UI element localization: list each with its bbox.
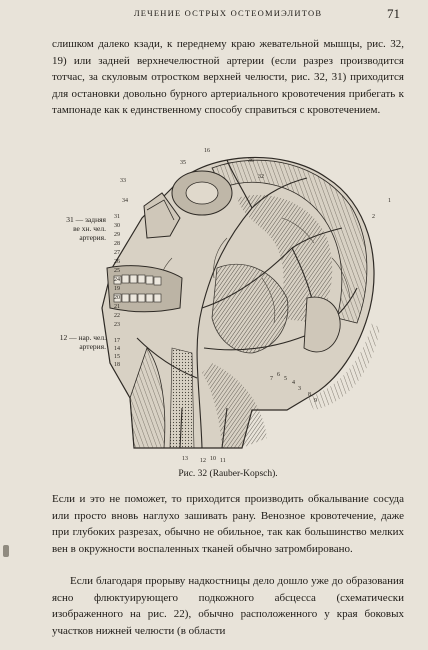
fig-num-11: 11 bbox=[220, 458, 226, 464]
anatomical-figure bbox=[52, 148, 404, 470]
fig-num-35: 35 bbox=[180, 160, 186, 166]
fig-num-4: 4 bbox=[292, 380, 295, 386]
fig-num-2: 2 bbox=[372, 214, 375, 220]
fig-num-22: 22 bbox=[114, 313, 120, 319]
fig-num-13: 13 bbox=[182, 456, 188, 462]
paragraph-2: Если и это не поможет, то приходится производить обкалывание сосуда или просто вновь наглухо зашивать рану. Венозное кровотечение, даже при глубоких разрезах, обычно не обильное, так как большинство мелких вен в окружности воспаленных тканей обычно затромбировано. bbox=[52, 493, 404, 555]
fig-num-20: 20 bbox=[114, 295, 120, 301]
fig-num-36: 36 bbox=[248, 158, 254, 164]
fig-num-6: 6 bbox=[277, 372, 280, 378]
fig-num-25: 25 bbox=[114, 268, 120, 274]
fig-num-21: 21 bbox=[114, 304, 120, 310]
label-12-text: 12 — нар. чел. артерия. bbox=[59, 333, 106, 351]
fig-num-9: 9 bbox=[314, 398, 317, 404]
fig-num-14: 14 bbox=[114, 346, 120, 352]
fig-num-12: 12 bbox=[200, 458, 206, 464]
fig-num-31: 31 bbox=[114, 214, 120, 220]
fig-num-26: 26 bbox=[114, 259, 120, 265]
fig-num-27: 27 bbox=[114, 250, 120, 256]
fig-num-3: 3 bbox=[298, 386, 301, 392]
page-number: 71 bbox=[387, 6, 400, 21]
fig-num-32: 32 bbox=[258, 174, 264, 180]
head-engraving bbox=[52, 148, 404, 470]
fig-num-5: 5 bbox=[284, 376, 287, 382]
fig-num-28: 28 bbox=[114, 241, 120, 247]
label-31-text: 31 — задняя ве хн. чел. артерия. bbox=[66, 215, 106, 242]
figure-caption: Рис. 32 (Rauber-Kopsch). bbox=[178, 469, 278, 479]
label-posterior-maxillary-artery bbox=[48, 215, 106, 242]
fig-num-8: 8 bbox=[308, 392, 311, 398]
paragraph-3: Если благодаря прорыву надкостницы дело дошло уже до образования ясно флюктуирующего подкожного абсцесса (схематически изображенного на рис. 22), обычно расположенного у края боковых участков нижней челюсти (в области bbox=[52, 575, 404, 637]
fig-num-10: 10 bbox=[210, 456, 216, 462]
fig-num-34: 34 bbox=[122, 198, 128, 204]
fig-num-17: 17 bbox=[114, 338, 120, 344]
fig-num-15: 15 bbox=[114, 354, 120, 360]
paragraph-1: слишком далеко кзади, к переднему краю жевательной мышцы, рис. 32, 19) или задней верхнечелюстной артерии (если разрез производится тотчас, за скуловым отростком верхней челюсти, рис. 32, 31) приходится для остановки довольно бурного артериального кровотечения прибегать к тампонаде как к единственному способу справиться с кровотечением. bbox=[52, 38, 404, 116]
label-external-maxillary-artery bbox=[48, 333, 106, 351]
fig-num-16: 16 bbox=[204, 148, 210, 154]
page-edge-mark bbox=[3, 545, 9, 557]
fig-num-19: 19 bbox=[114, 286, 120, 292]
fig-num-23: 23 bbox=[114, 322, 120, 328]
running-header bbox=[52, 6, 404, 26]
fig-num-18: 18 bbox=[114, 362, 120, 368]
fig-num-30: 30 bbox=[114, 223, 120, 229]
fig-num-33: 33 bbox=[120, 178, 126, 184]
fig-num-7: 7 bbox=[270, 376, 273, 382]
fig-num-29: 29 bbox=[114, 232, 120, 238]
fig-num-24: 24 bbox=[114, 277, 120, 283]
running-title: ЛЕЧЕНИЕ ОСТРЫХ ОСТЕОМИЭЛИТОВ bbox=[133, 8, 323, 18]
fig-num-1: 1 bbox=[388, 198, 391, 204]
